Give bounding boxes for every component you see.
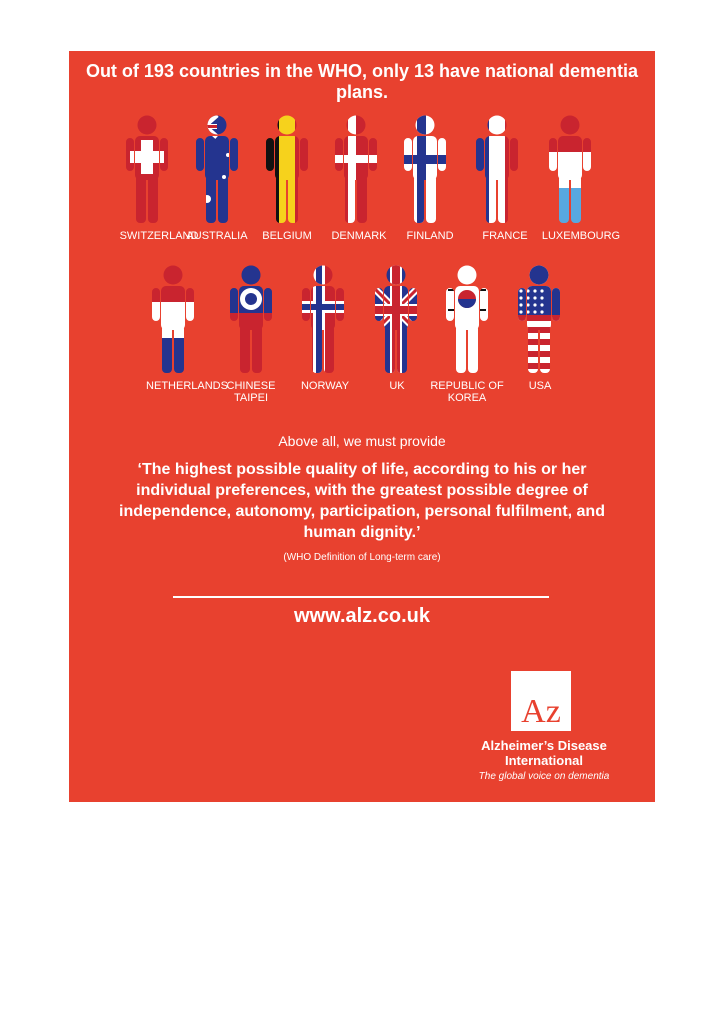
website-url[interactable]: www.alz.co.uk: [294, 605, 430, 627]
logo-name-line2: International: [504, 753, 583, 768]
person-flag-icon: [148, 265, 198, 375]
figure-usa: [514, 265, 564, 375]
person-flag-icon: [472, 115, 522, 225]
person-flag-icon: [371, 265, 421, 375]
country-label-switzerland: SWITZERLAND: [119, 230, 199, 242]
adi-logo-icon: [511, 671, 571, 731]
country-label-uk: UK: [389, 380, 405, 392]
person-flag-icon: [514, 265, 564, 375]
person-flag-icon: [400, 115, 450, 225]
logo-mark: Az: [521, 693, 561, 730]
figure-switzerland: [122, 115, 172, 225]
poster: [69, 51, 655, 802]
country-label-korea: REPUBLIC OF KOREA: [430, 380, 504, 404]
figure-australia: [192, 115, 242, 225]
person-flag-icon: [442, 265, 492, 375]
country-label-denmark: DENMARK: [331, 230, 387, 242]
headline: Out of 193 countries in the WHO, only 13 have national dementia plans.: [85, 61, 639, 102]
figure-uk: [371, 265, 421, 375]
person-flag-icon: [192, 115, 242, 225]
country-label-luxembourg: LUXEMBOURG: [541, 230, 621, 242]
country-label-finland: FINLAND: [406, 230, 454, 242]
person-flag-icon: [545, 115, 595, 225]
logo-name-line1: Alzheimer’s Disease: [481, 738, 607, 753]
figure-norway: [298, 265, 348, 375]
figure-korea: [442, 265, 492, 375]
person-flag-icon: [122, 115, 172, 225]
country-label-belgium: BELGIUM: [262, 230, 312, 242]
figure-france: [472, 115, 522, 225]
figure-finland: [400, 115, 450, 225]
figure-chinese-taipei: [226, 265, 276, 375]
person-flag-icon: [298, 265, 348, 375]
country-label-chinese-taipei: CHINESE TAIPEI: [226, 380, 276, 404]
country-label-australia: AUSTRALIA: [186, 230, 248, 242]
logo-name: [449, 738, 639, 768]
figure-netherlands: [148, 265, 198, 375]
figure-luxembourg: [545, 115, 595, 225]
figure-denmark: [331, 115, 381, 225]
person-flag-icon: [262, 115, 312, 225]
person-flag-icon: [331, 115, 381, 225]
who-quote: ‘The highest possible quality of life, according to his or her individual preferences, with the greatest possible degree of independence, autonomy, participation, personal fulfilment, and human dignity.’: [119, 461, 605, 541]
person-flag-icon: [226, 265, 276, 375]
country-label-norway: NORWAY: [300, 380, 350, 392]
country-label-usa: USA: [528, 380, 552, 392]
figure-belgium: [262, 115, 312, 225]
logo-tagline: The global voice on dementia: [478, 771, 610, 782]
quote-source: (WHO Definition of Long-term care): [283, 552, 441, 563]
divider: [173, 596, 549, 598]
intro-text: Above all, we must provide: [278, 433, 446, 449]
country-label-france: FRANCE: [482, 230, 528, 242]
country-label-netherlands: NETHERLANDS: [146, 380, 228, 392]
